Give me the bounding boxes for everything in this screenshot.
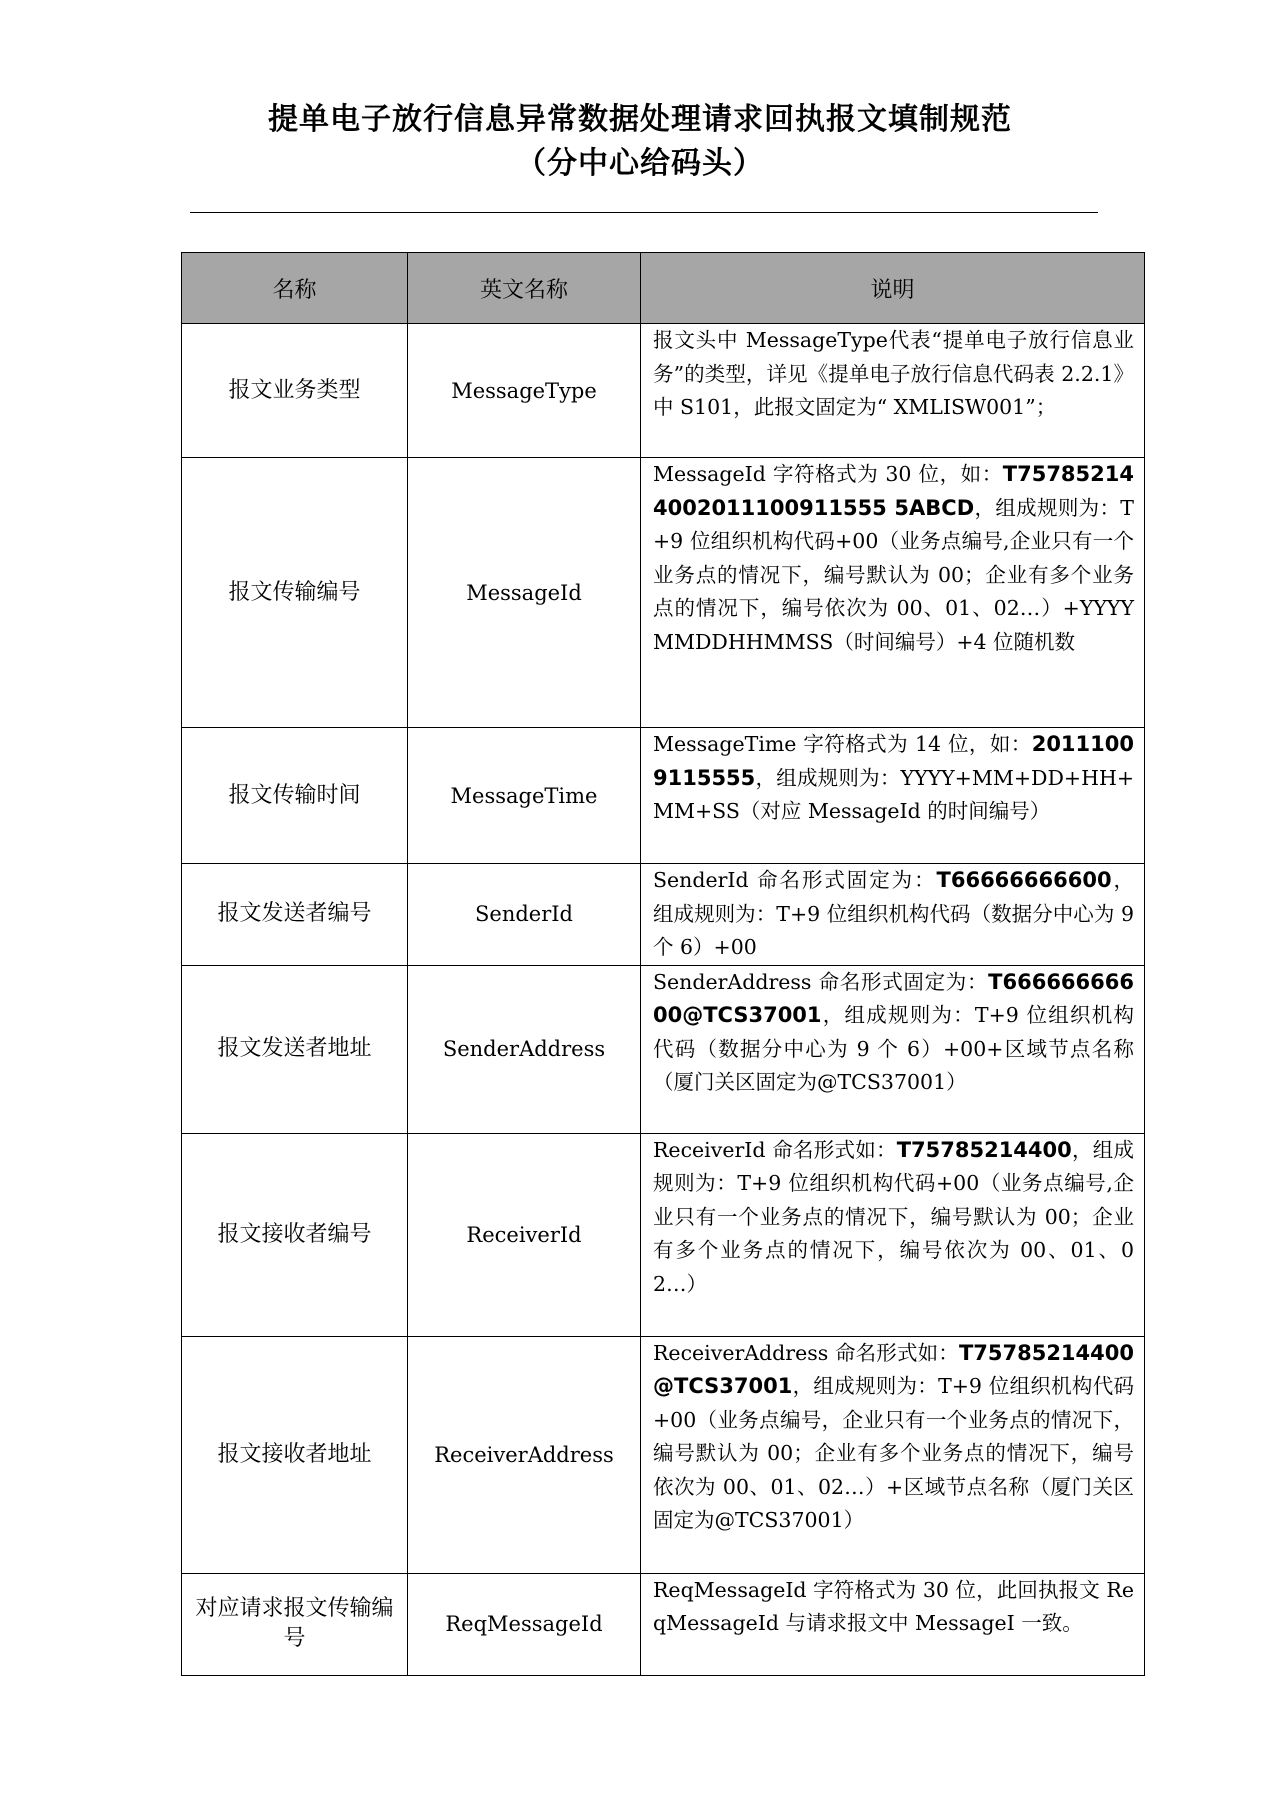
field-description <box>641 1336 1145 1573</box>
description-bold-run: T757852144002011100911555 5ABCD <box>653 462 1134 520</box>
field-description <box>641 864 1145 966</box>
description-run: MessageTime 字符格式为 14 位，如： <box>653 732 1032 756</box>
description-run: SenderAddress 命名形式固定为： <box>653 969 989 994</box>
description-run: ，组成规则为：T+9 位组织机构代码（数据分中心为 9 个 6）+00+区域节点名称（厦门关区固定为@TCS37001） <box>653 1003 1134 1094</box>
table-row <box>182 965 1145 1133</box>
description-bold-run: T75785214400@TCS37001 <box>653 1340 1134 1398</box>
field-english-name: SenderAddress <box>408 965 641 1133</box>
field-english-name: ReceiverAddress <box>408 1336 641 1573</box>
description-run: MessageId 字符格式为 30 位，如： <box>653 462 1003 486</box>
table-row <box>182 1573 1145 1675</box>
field-english-name: MessageType <box>408 324 641 458</box>
field-english-name: MessageId <box>408 458 641 728</box>
title-divider <box>190 212 1098 213</box>
field-name: 对应请求报文传输编号 <box>182 1573 408 1675</box>
description-run: ，组成规则为：T+9 位组织机构代码（数据分中心为 9 个 6）+00 <box>653 868 1135 959</box>
description-run: SenderId 命名形式固定为： <box>653 868 937 892</box>
field-name: 报文接收者编号 <box>182 1133 408 1336</box>
field-english-name: SenderId <box>408 864 641 966</box>
description-run: ，组成规则为：T+9 位组织机构代码+00（业务点编号,企业只有一个业务点的情况下，编号默认为 00；企业有多个业务点的情况下，编号依次为 00、01、02…）+YYYYMMDDHHMMSS（时间编号）+4 位随机数 <box>653 495 1134 654</box>
field-description <box>641 728 1145 864</box>
field-english-name: MessageTime <box>408 728 641 864</box>
header-english-name: 英文名称 <box>408 253 641 324</box>
field-name: 报文发送者地址 <box>182 965 408 1133</box>
description-bold-run: 20111009115555 <box>653 732 1134 790</box>
description-run: ，组成规则为：YYYY+MM+DD+HH+MM+SS（对应 MessageId 的时间编号） <box>653 765 1134 823</box>
field-description <box>641 1133 1145 1336</box>
table-header-row <box>182 253 1145 324</box>
table-row <box>182 1336 1145 1573</box>
header-name: 名称 <box>182 253 408 324</box>
description-run: ReqMessageId 字符格式为 30 位，此回执报文 ReqMessageId 与请求报文中 MessageI 一致。 <box>653 1577 1134 1635</box>
field-description <box>641 965 1145 1133</box>
field-name: 报文传输编号 <box>182 458 408 728</box>
table-row <box>182 728 1145 864</box>
description-run: ，组成规则为：T+9 位组织机构代码+00（业务点编号，企业只有一个业务点的情况下，编号默认为 00；企业有多个业务点的情况下，编号依次为 00、01、02…）+区域节点名称（厦门关区固定为@TCS37001） <box>653 1374 1134 1532</box>
header-description: 说明 <box>641 253 1145 324</box>
description-bold-run: T66666666600@TCS37001 <box>653 969 1134 1027</box>
description-bold-run: T75785214400 <box>896 1137 1072 1162</box>
field-description <box>641 1573 1145 1675</box>
spec-table <box>181 252 1145 1676</box>
field-name: 报文传输时间 <box>182 728 408 864</box>
field-english-name: ReqMessageId <box>408 1573 641 1675</box>
table-row <box>182 864 1145 966</box>
document-title: 提单电子放行信息异常数据处理请求回执报文填制规范 <box>268 102 1012 137</box>
table-row <box>182 324 1145 458</box>
description-bold-run: T66666666600 <box>936 868 1112 892</box>
field-name: 报文发送者编号 <box>182 864 408 966</box>
description-run: 报文头中 MessageType代表“提单电子放行信息业务”的类型，详见《提单电子放行信息代码表 2.2.1》中 S101，此报文固定为“ XMLISW001”； <box>653 328 1134 419</box>
description-run: ReceiverId 命名形式如： <box>653 1137 897 1162</box>
description-run: ，组成规则为：T+9 位组织机构代码+00（业务点编号,企业只有一个业务点的情况下，编号默认为 00；企业有多个业务点的情况下，编号依次为 00、01、02…） <box>653 1137 1134 1296</box>
table-row <box>182 1133 1145 1336</box>
table-row <box>182 458 1145 728</box>
field-description <box>641 458 1145 728</box>
field-description <box>641 324 1145 458</box>
field-name: 报文接收者地址 <box>182 1336 408 1573</box>
field-name: 报文业务类型 <box>182 324 408 458</box>
field-english-name: ReceiverId <box>408 1133 641 1336</box>
document-subtitle: （分中心给码头） <box>516 146 764 181</box>
description-run: ReceiverAddress 命名形式如： <box>653 1340 959 1365</box>
